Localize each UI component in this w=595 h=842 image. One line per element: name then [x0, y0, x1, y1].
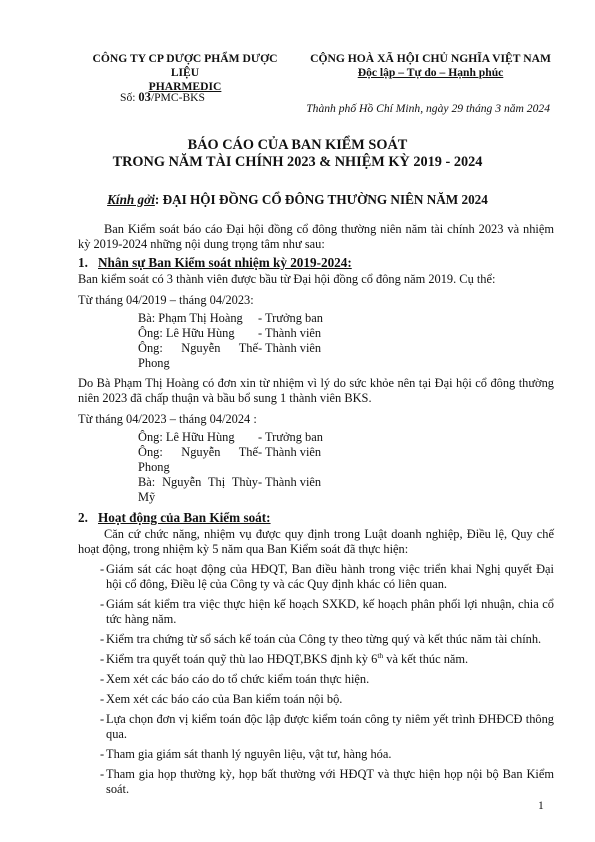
roster-row: [138, 475, 554, 505]
list-item: [78, 692, 554, 707]
bullet-dash: -: [100, 712, 105, 726]
list-item: [78, 767, 554, 797]
list-item-text-tail: và kết thúc năm.: [383, 652, 469, 666]
roster-row: [138, 311, 554, 326]
national-motto: Độc lập – Tự do – Hạnh phúc: [357, 66, 504, 79]
report-body: [78, 222, 554, 797]
title-line-1: BÁO CÁO CỦA BAN KIỂM SOÁT: [187, 137, 408, 153]
section-1-paragraph: Ban kiểm soát có 3 thành viên được bầu từ Đại hội đồng cổ đông năm 2019. Cụ thể:: [78, 272, 496, 286]
period-1: Từ tháng 04/2019 – tháng 04/2023:: [78, 293, 254, 307]
document-number: [120, 90, 205, 105]
bullet-dash: -: [100, 562, 105, 576]
section-2-intro: Căn cứ chức năng, nhiệm vụ được quy định trong Luật doanh nghiệp, Điều lệ, Quy chế hoạt động, trong nhiệm kỳ 5 năm qua Ban Kiểm soát đã thực hiện:: [78, 527, 554, 556]
member-name: Ông: Nguyễn Thế Phong: [138, 341, 258, 370]
date-line: Thành phố Hồ Chí Minh, ngày 29 tháng 3 năm 2024: [306, 102, 550, 115]
list-item: [78, 652, 554, 667]
resignation-paragraph: Do Bà Phạm Thị Hoàng có đơn xin từ nhiệm vì lý do sức khỏe nên tại Đại hội cổ đông thường niên 2023 đã chấp thuận và bầu bổ sung 1 thành viên BKS.: [78, 376, 554, 405]
list-item: [78, 562, 554, 592]
member-role: - Thành viên: [258, 326, 322, 340]
list-item-text: Giám sát kiểm tra việc thực hiện kế hoạch SXKD, kế hoạch phân phối lợi nhuận, chia cổ tức hàng năm.: [106, 597, 554, 626]
section-2-number: 2.: [78, 510, 88, 525]
report-title: [0, 137, 595, 171]
list-item-text: Tham gia giám sát thanh lý nguyên liệu, vật tư, hàng hóa.: [106, 747, 392, 761]
bullet-dash: -: [100, 652, 105, 666]
company-block: [80, 52, 290, 94]
list-item: [78, 597, 554, 627]
member-role: - Thành viên: [258, 475, 322, 489]
addressee-label: Kính gởi: [107, 192, 155, 207]
bullet-dash: -: [100, 632, 105, 646]
roster-1: [138, 311, 554, 371]
roster-row: [138, 341, 554, 371]
member-role: - Trưởng ban: [258, 430, 323, 444]
list-item: [78, 747, 554, 762]
member-name: Ông: Lê Hữu Hùng: [138, 430, 235, 444]
member-name: Ông: Lê Hữu Hùng: [138, 326, 235, 340]
member-role: - Trưởng ban: [258, 311, 323, 325]
page-number: 1: [538, 799, 544, 812]
member-role: - Thành viên: [258, 445, 322, 459]
list-item-text: Giám sát các hoạt động của HĐQT, Ban điều hành trong việc triển khai Nghị quyết Đại hội cổ đông, Điều lệ của Công ty và các Quy định khác có liên quan.: [106, 562, 554, 591]
list-item-text: Kiểm tra chứng từ sổ sách kế toán của Công ty theo từng quý và kết thúc năm tài chính.: [106, 632, 542, 646]
list-item: [78, 672, 554, 687]
section-1-title: Nhân sự Ban Kiểm soát nhiệm kỳ 2019-2024:: [98, 255, 352, 270]
list-item-text-main: Kiểm tra quyết toán quỹ thù lao HĐQT,BKS định kỳ 6: [106, 652, 378, 666]
title-line-2: TRONG NĂM TÀI CHÍNH 2023 & NHIỆM KỲ 2019 - 2024: [112, 154, 483, 170]
bullet-dash: -: [100, 747, 105, 761]
section-2-heading: [78, 510, 554, 525]
addressee-line: [0, 192, 595, 207]
member-name: Bà: Nguyễn Thị Thùy Mỹ: [138, 475, 258, 504]
list-item: [78, 632, 554, 647]
doc-no-prefix: Số:: [120, 91, 139, 104]
doc-no-number: 03: [138, 90, 151, 104]
bullet-dash: -: [100, 672, 105, 686]
company-name: CÔNG TY CP DƯỢC PHẨM DƯỢC LIỆU: [92, 52, 278, 79]
intro-paragraph: Ban Kiểm soát báo cáo Đại hội đồng cổ đông thường niên năm tài chính 2023 và nhiệm kỳ 2019-2024 những nội dung trọng tâm như sau:: [78, 222, 554, 251]
list-item-text: Lựa chọn đơn vị kiểm toán độc lập được kiểm toán công ty niêm yết trình ĐHĐCĐ thông qua.: [106, 712, 554, 741]
bullet-dash: -: [100, 767, 105, 781]
roster-row: [138, 326, 554, 341]
country-name: CỘNG HOÀ XÃ HỘI CHỦ NGHĨA VIỆT NAM: [310, 52, 551, 65]
list-item-text: Tham gia họp thường kỳ, họp bất thường với HĐQT và thực hiện họp nội bộ Ban Kiểm soát.: [106, 767, 554, 796]
member-name: Ông: Nguyễn Thế Phong: [138, 445, 258, 474]
national-header: [308, 52, 553, 80]
roster-2: [138, 430, 554, 505]
list-item: [78, 712, 554, 742]
section-2-title: Hoạt động của Ban Kiểm soát:: [98, 510, 271, 525]
bullet-dash: -: [100, 692, 105, 706]
doc-no-suffix: /PMC-BKS: [150, 91, 205, 104]
section-1-number: 1.: [78, 255, 88, 270]
list-item-text: Xem xét các báo cáo của Ban kiểm toán nội bộ.: [106, 692, 343, 706]
roster-row: [138, 430, 554, 445]
list-item-text: Xem xét các báo cáo do tổ chức kiểm toán thực hiện.: [106, 672, 370, 686]
company-short-name: PHARMEDIC: [148, 80, 222, 93]
section-1-heading: [78, 255, 554, 270]
ordinal-superscript: th: [377, 650, 384, 660]
member-name: Bà: Phạm Thị Hoàng: [138, 311, 243, 325]
addressee-text: : ĐẠI HỘI ĐỒNG CỔ ĐÔNG THƯỜNG NIÊN NĂM 2024: [154, 192, 488, 207]
period-2: Từ tháng 04/2023 – tháng 04/2024 :: [78, 412, 257, 426]
bullet-dash: -: [100, 597, 105, 611]
list-item-text: [106, 652, 554, 667]
document-header: [60, 52, 551, 115]
roster-row: [138, 445, 554, 475]
member-role: - Thành viên: [258, 341, 322, 355]
